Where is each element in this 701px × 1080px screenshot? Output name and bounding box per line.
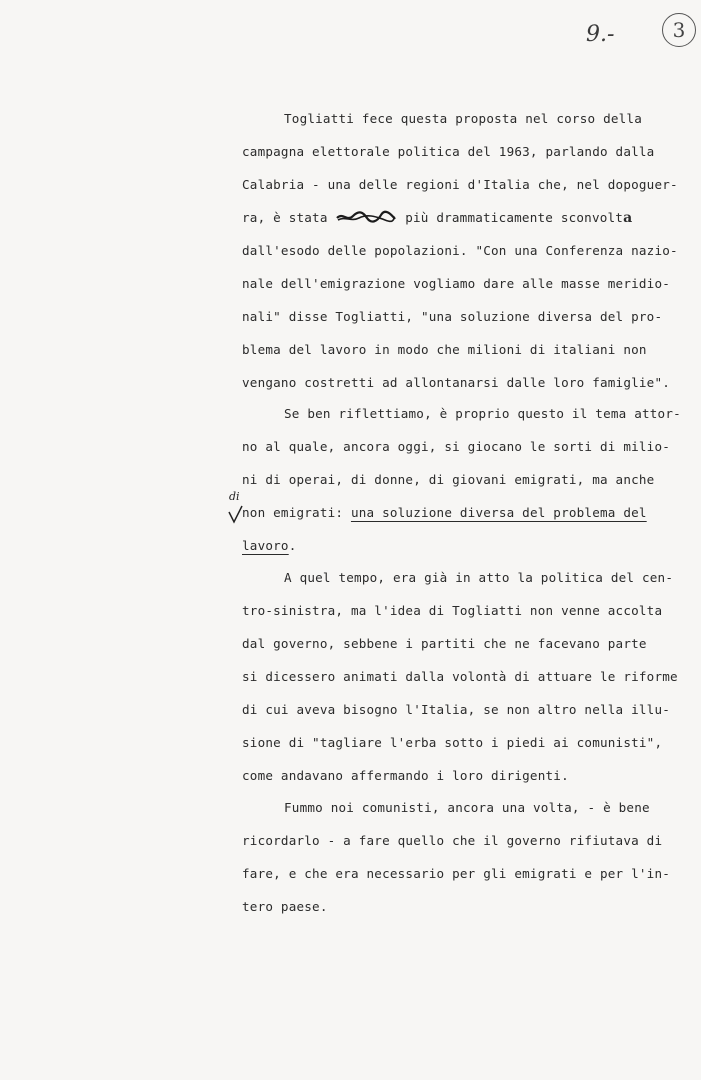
text-line-with-correction xyxy=(242,210,632,226)
handwritten-correction: a xyxy=(623,210,633,226)
text-line: tero paese. xyxy=(242,899,328,914)
page-number: 9.- xyxy=(586,22,615,47)
circled-page-number: 3 xyxy=(662,13,696,47)
text-line: dal governo, sebbene i partiti che ne facevano parte xyxy=(242,636,647,651)
text-line xyxy=(242,538,297,553)
text-line: sione di "tagliare l'erba sotto i piedi ai comunisti", xyxy=(242,735,663,750)
underlined-text: una soluzione diversa del problema del xyxy=(350,505,647,520)
text-line: vengano costretti ad allontanarsi dalle loro famiglie". xyxy=(242,375,671,390)
text-line: no al quale, ancora oggi, si giocano le sorti di milio- xyxy=(242,439,671,454)
text-line: nale dell'emigrazione vogliamo dare alle masse meridio- xyxy=(242,276,671,291)
text-line: Calabria - una delle regioni d'Italia che, nel dopoguer- xyxy=(242,177,678,192)
text-line: nali" disse Togliatti, "una soluzione diversa del pro- xyxy=(242,309,663,324)
text-line: come andavano affermando i loro dirigenti. xyxy=(242,768,569,783)
text-fragment: . xyxy=(288,538,297,553)
text-fragment: non emigrati: xyxy=(242,505,351,520)
text-line: di cui aveva bisogno l'Italia, se non altro nella illu- xyxy=(242,702,671,717)
underlined-text: lavoro xyxy=(242,538,289,553)
text-line: campagna elettorale politica del 1963, parlando dalla xyxy=(242,144,655,159)
text-line: A quel tempo, era già in atto la politica del cen- xyxy=(284,570,674,585)
text-line: tro-sinistra, ma l'idea di Togliatti non venne accolta xyxy=(242,603,663,618)
text-line: ricordarlo - a fare quello che il governo rifiutava di xyxy=(242,833,663,848)
margin-insertion-text: di xyxy=(229,490,240,503)
text-line: fare, e che era necessario per gli emigrati e per l'in- xyxy=(242,866,671,881)
text-line xyxy=(242,505,647,520)
text-line: Se ben riflettiamo, è proprio questo il tema attor- xyxy=(284,406,681,421)
text-fragment: più drammaticamente sconvolt xyxy=(397,210,624,225)
text-line: Togliatti fece questa proposta nel corso della xyxy=(284,111,642,126)
text-line: blema del lavoro in modo che milioni di italiani non xyxy=(242,342,647,357)
text-line: dall'esodo delle popolazioni. "Con una Conferenza nazio- xyxy=(242,243,678,258)
text-line: Fummo noi comunisti, ancora una volta, - è bene xyxy=(284,800,650,815)
crossed-out-word xyxy=(335,210,397,224)
text-line: si dicessero animati dalla volontà di attuare le riforme xyxy=(242,669,678,684)
text-fragment: ra, è stata xyxy=(242,210,328,225)
text-line: ni di operai, di donne, di giovani emigrati, ma anche xyxy=(242,472,655,487)
